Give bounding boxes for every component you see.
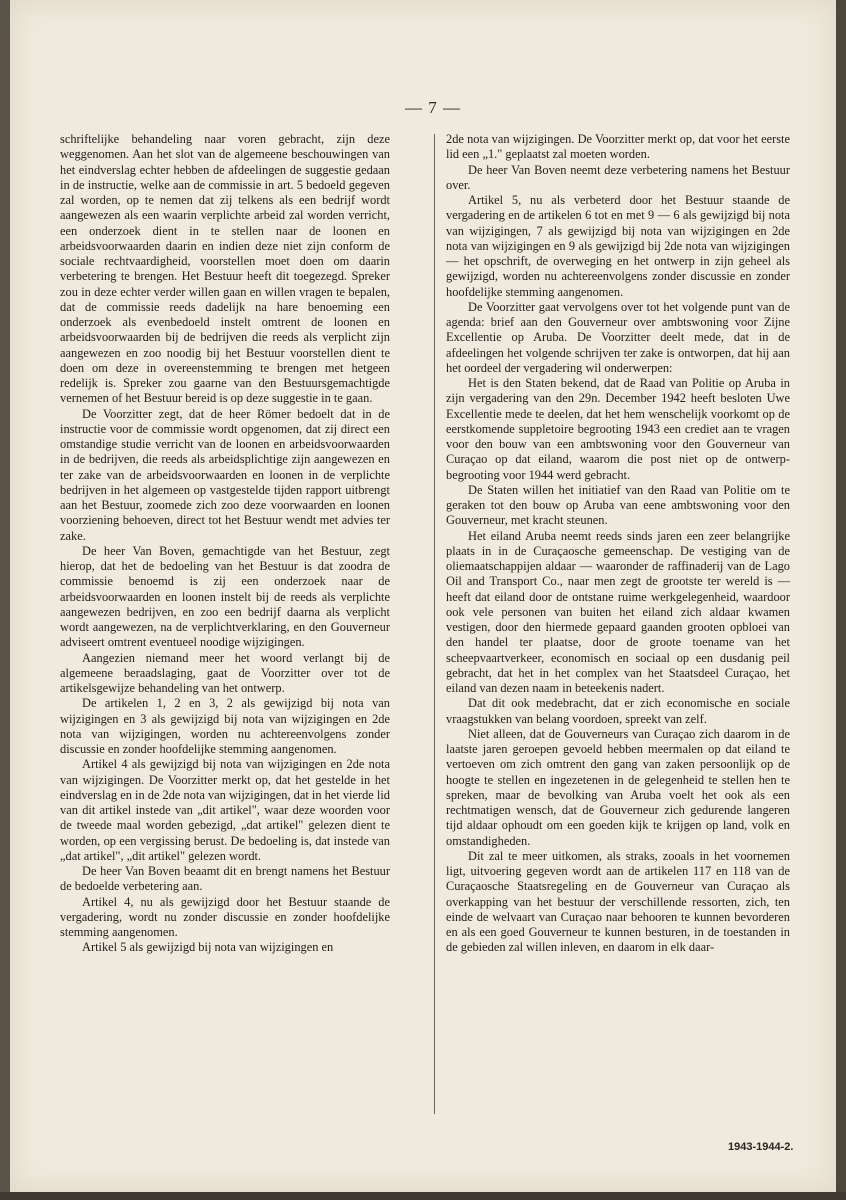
scan-edge-bottom <box>0 1192 846 1200</box>
paragraph: De heer Van Boven beaamt dit en brengt namens het Bestuur de bedoelde verbetering aan. <box>60 864 390 894</box>
paragraph: De artikelen 1, 2 en 3, 2 als gewijzigd bij nota van wijzigingen en 3 als gewijzigd bij nota van wijzigingen en 2de nota van wijzigingen, worden nu achtereenvolgens zonder discussie en zonder hoofdelijke stemming aangenomen. <box>60 696 390 756</box>
scan-edge-right <box>836 0 846 1200</box>
paragraph: De heer Van Boven, gemachtigde van het Bestuur, zegt hierop, dat het de bedoeling van het Bestuur is dat zoodra de commissie benoemd is zij een onderzoek naar de arbeidsvoorwaarden en loonen instelt bij de reeds als verplichte aangewezen bedrijven, en zoo een bedrijf daarna als verplicht wordt aangewezen, na de verplichtverklaring, en den Gouverneur adviseert omtrent eventueel noodige wijzigingen. <box>60 543 390 650</box>
paragraph: Artikel 4 als gewijzigd bij nota van wijzigingen en 2de nota van wijzigingen. De Voorzitter merkt op, dat het gestelde in het eindverslag en in de 2de nota van wijzigingen, dat in het vierde lid van dit artikel instede van „dit artikel", waar deze woorden voor de tweede maal worden gebezigd, „dat artikel" gelezen dient te worden, op een vergissing berust. De bedoeling is, dat instede van „dat artikel", „dit artikel" gelezen wordt. <box>60 757 390 863</box>
paragraph: schriftelijke behandeling naar voren gebracht, zijn deze weggenomen. Aan het slot van de algemeene beschouwingen van het eindverslag echter hebben de afdeelingen de suggestie gedaan in de instructie, welke aan de commissie in art. 5 bedoeld gegeven zal worden, op te nemen dat zij telkens als een bedrijf wordt aangewezen als een waarin verplichte arbeid zal worden verricht, een onderzoek dient in te stellen naar de loonen en arbeidsvoorwaarden daarin en indien deze niet zijn conform de sociale rechtvaardigheid, voorstellen moet doen om daarin verbetering te brengen. Het Bestuur heeft dit toegezegd. Spreker zou in deze echter verder willen gaan en willen vragen te bepalen, dat de commissie reeds dadelijk na hare benoeming een onderzoek als evenbedoeld instelt omtrent de loonen en arbeidsvoorwaarden bij de bedrijven die reeds als verplicht zijn aangewezen en zoo noodig bij het Bestuur voorstellen dient te doen om deze in overeenstemming te brengen met hetgeen redelijk is. Spreker zou gaarne van den Bestuursgemachtigde vernemen of het Bestuur bereid is op deze suggestie in te gaan. <box>60 132 390 406</box>
document-page <box>10 0 836 1192</box>
paragraph: Artikel 5, nu als verbeterd door het Bestuur staande de vergadering en de artikelen 6 tot en met 9 — 6 als gewijzigd bij nota van wijzigingen, 7 als gewijzigd bij nota van wijzigingen en 2de nota van wijzigingen en 9 als gewijzigd bij 2de nota van wijzigingen — het opschrift, de overweging en het ontwerp in zijn geheel als gewijzigd, worden nu achtereenvolgens zonder discussie en zonder hoofdelijke stemming aangenomen. <box>446 193 790 299</box>
column-divider <box>434 134 435 1114</box>
right-column <box>446 132 790 956</box>
paragraph: Het eiland Aruba neemt reeds sinds jaren een zeer belangrijke plaats in in de Curaçaosche gemeenschap. De vestiging van de oliemaatschappijen aldaar — waaronder de raffinaderij van de Lago Oil and Transport Co., naar men zegt de grootste ter wereld is — heeft dat eiland door de ontstane ruime werkgelegenheid, waardoor ook vele personen van buiten het eiland zich aldaar kwamen vestigen, door den hiermede gepaard gaanden grooten opbloei van den handel ter plaatse, door de groote toename van het scheepvaartverkeer, economisch en sociaal op een dusdanig peil gebracht, dat het in het complex van het Staatsdeel Curaçao, het eiland van dezen naam in beteekenis nadert. <box>446 528 790 695</box>
paragraph: De Voorzitter zegt, dat de heer Römer bedoelt dat in de instructie voor de commissie wordt opgenomen, dat zij direct een omstandige studie verricht van de loonen en arbeidsvoorwaarden in de bedrijven, die reeds als arbeidsplichtige zijn aangewezen en ter zake van de arbeidsvoorwaarden en loonen in de verplichte bedrijven in het algemeen op vastgestelde tijden rapport uitbrengt aan het Bestuur, zoomede zich zoo deze voorwaarden en loonen voorziening behoeven, direct tot het Bestuur wendt met advies ter zake. <box>60 406 390 543</box>
paragraph: Dat dit ook medebracht, dat er zich economische en sociale vraagstukken van belang voordoen, spreekt van zelf. <box>446 696 790 726</box>
paragraph: De Voorzitter gaat vervolgens over tot het volgende punt van de agenda: brief aan den Gouverneur over ambtswoning voor Zijne Excellentie op Aruba. De Voorzitter deelt mede, dat in de afdeelingen het volgende schrijven ter zake is ontworpen, dat hij aan het oordeel der vergadering wil onderwerpen: <box>446 299 790 375</box>
left-column <box>60 132 390 956</box>
paragraph: 2de nota van wijzigingen. De Voorzitter merkt op, dat voor het eerste lid een „1." geplaatst zal moeten worden. <box>446 132 790 162</box>
paragraph: Aangezien niemand meer het woord verlangt bij de algemeene beraadslaging, gaat de Voorzitter over tot de artikelsgewijze behandeling van het ontwerp. <box>60 650 390 695</box>
page-number: — 7 — <box>405 98 461 117</box>
paragraph: Dit zal te meer uitkomen, als straks, zooals in het voornemen ligt, uitvoering gegeven wordt aan de artikelen 117 en 118 van de Curaçaosche Staatsregeling en de Gouverneur van Curaçao als overkapping van het bestuur der verschillende ressorten, zich, ten einde de welvaart van Curaçao naar behooren te kunnen bevorderen en als een goed Gouverneur te kunnen besturen, in de toestanden in de gebieden zal willen inleven, en daarom in elk daar- <box>446 848 790 955</box>
paragraph: De Staten willen het initiatief van den Raad van Politie om te geraken tot den bouw op Aruba van eene ambtswoning voor den Gouverneur, met kracht steunen. <box>446 482 790 528</box>
paragraph: Niet alleen, dat de Gouverneurs van Curaçao zich daarom in de laatste jaren geroepen gevoeld hebben meermalen op dat eiland te vertoeven om zich omtrent den gang van zaken persoonlijk op de hoogte te stellen en ingezetenen in de gelegenheid te stellen hen te spreken, maar de bevolking van Aruba voelt het ook als een rechtmatigen wensch, dat de Gouverneur zich gedurende langeren tijd aldaar ophoudt om een goeden kijk te krijgen op land, volk en omstandigheden. <box>446 726 790 848</box>
paragraph: Artikel 4, nu als gewijzigd door het Bestuur staande de vergadering, wordt nu zonder discussie en zonder hoofdelijke stemming aangenomen. <box>60 894 390 939</box>
paragraph: Het is den Staten bekend, dat de Raad van Politie op Aruba in zijn vergadering van den 29n. December 1942 heeft besloten Uwe Excellentie mede te deelen, dat het hem wenschelijk voorkomt op de eerstkomende suppletoire begrooting 1943 een crediet aan te vragen voor den bouw van een ambtswoning voor den Gouverneur van Curaçao op dat eiland, waarom die post niet op de ontwerp-begrooting voor 1944 werd gebracht. <box>446 376 790 482</box>
document-code: 1943-1944-2. <box>728 1141 794 1153</box>
paragraph: Artikel 5 als gewijzigd bij nota van wijzigingen en <box>82 940 334 955</box>
paragraph: De heer Van Boven neemt deze verbetering namens het Bestuur over. <box>446 162 790 192</box>
